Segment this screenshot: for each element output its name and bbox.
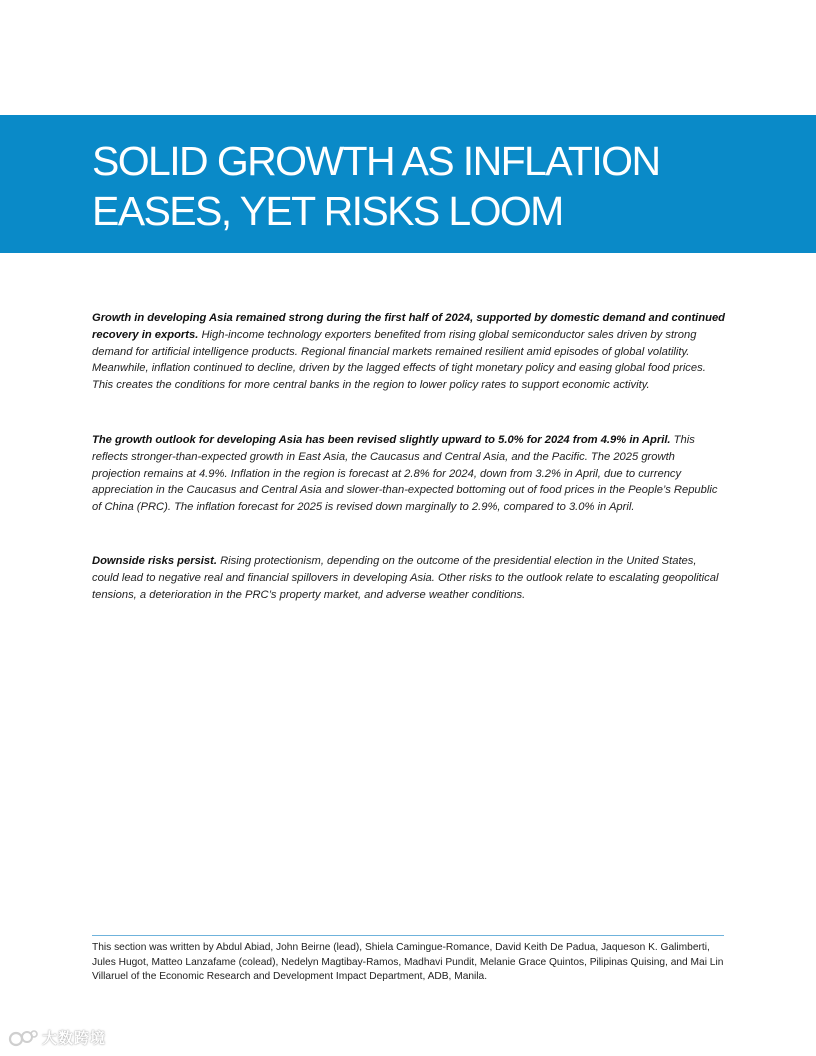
paragraph-body: This reflects stronger-than-expected growth in East Asia, the Caucasus and Central Asia, and the Pacific. The 2025 growth projection remains at 4.9%. Inflation in the region is forecast at 2.8% for 2024, down from 3.2% in April, due to currency appreciation in the Caucasus and Central Asia and slower-than-expected bottoming out of food prices in the People’s Republic of China (PRC). The inflation forecast for 2025 is revised down marginally to 2.9%, compared to 3.0% in April. [92, 434, 718, 514]
watermark-logo-icon [8, 1028, 38, 1048]
authors-footnote: This section was written by Abdul Abiad, John Beirne (lead), Shiela Camingue-Romance, David Keith De Padua, Jaqueson K. Galimberti, Jules Hugot, Matteo Lanzafame (colead), Nedelyn Magtibay-Ramos, Madhavi Pundit, Melanie Grace Quintos, Pilipinas Quising, and Mai Lin Villaruel of the Economic Research and Development Impact Department, ADB, Manila. [92, 942, 724, 983]
paragraph-outlook [92, 432, 726, 516]
watermark-text: 大数跨境 [42, 1030, 107, 1047]
paragraph-body: High-income technology exporters benefited from rising global semiconductor sales driven by strong demand for artificial intelligence products. Regional financial markets remained resilient amid episodes of global volatility. Meanwhile, inflation continued to decline, driven by the lagged effects of tight monetary policy and easing global food prices. This creates the conditions for more central banks in the region to lower policy rates to support economic activity. [92, 328, 706, 392]
paragraph-growth [92, 310, 726, 394]
watermark [8, 1027, 106, 1048]
page-title: SOLID GROWTH AS INFLATION EASES, YET RISKS LOOM [92, 138, 660, 234]
paragraph-risks [92, 553, 726, 603]
footnote-divider [92, 935, 724, 936]
paragraph-lead: Downside risks persist. [92, 555, 217, 567]
paragraph-lead: Growth in developing Asia remained strong during the first half of 2024, supported by domestic demand and continued recovery in exports. [92, 312, 725, 341]
paragraph-lead: The growth outlook for developing Asia has been revised slightly upward to 5.0% for 2024 from 4.9% in April. [92, 434, 671, 446]
paragraph-body: Rising protectionism, depending on the outcome of the presidential election in the United States, could lead to negative real and financial spillovers in developing Asia. Other risks to the outlook relate to escalating geopolitical tensions, a deterioration in the PRC’s property market, and adverse weather conditions. [92, 555, 719, 601]
